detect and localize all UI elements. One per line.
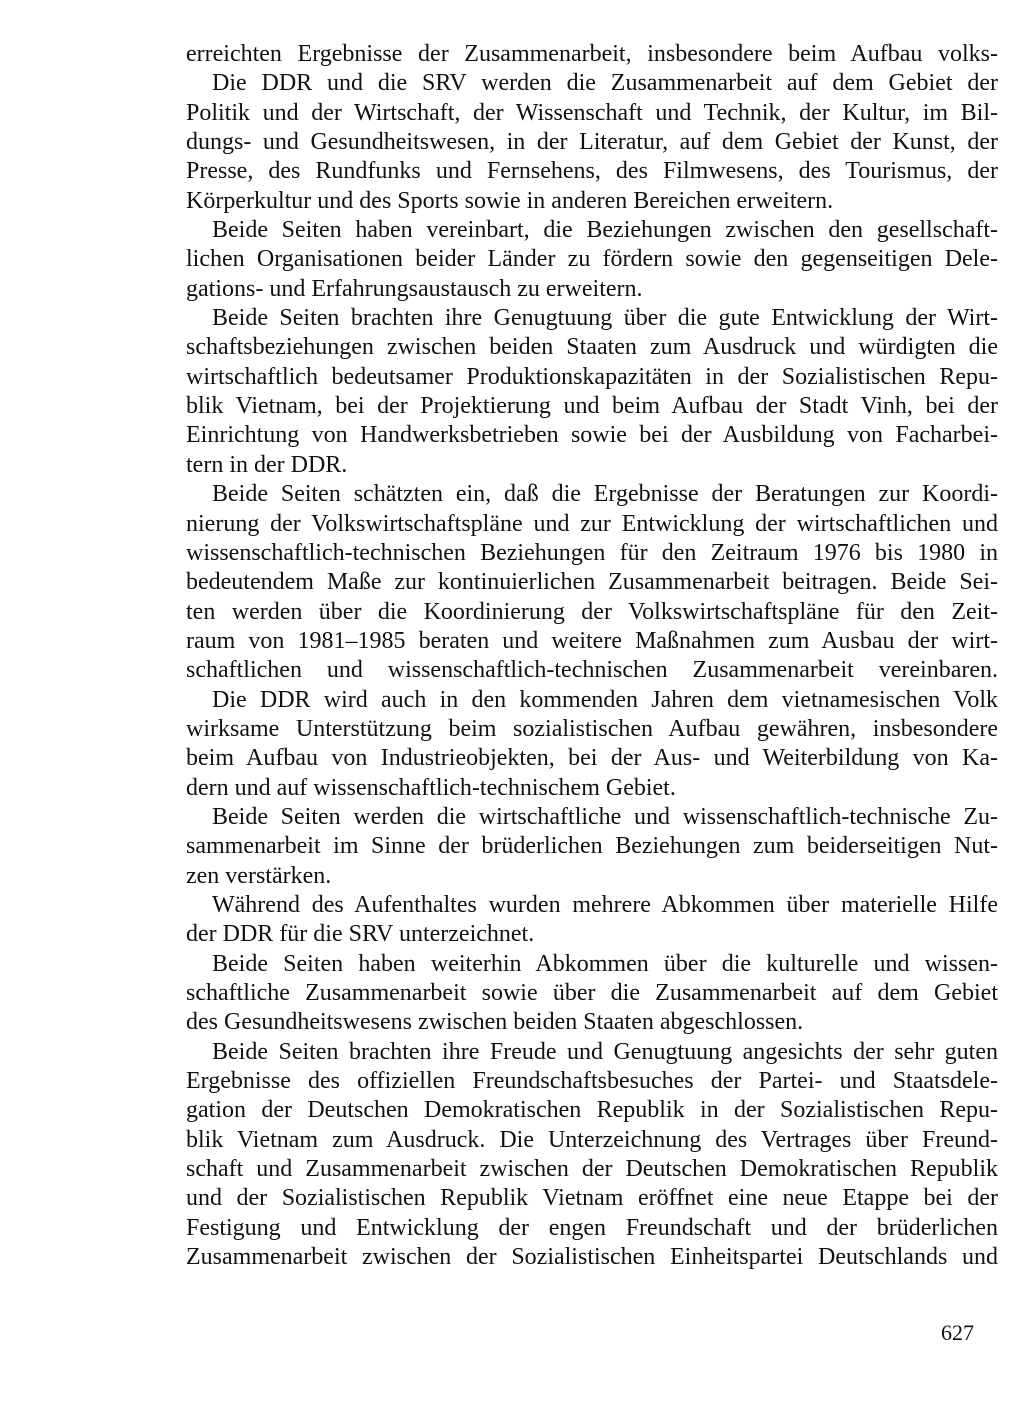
text-line: raum von 1981–1985 beraten und weitere Maßnahmen zum Ausbau der wirt- <box>186 627 998 654</box>
text-line: tern in der DDR. <box>186 451 348 478</box>
text-line: Presse, des Rundfunks und Fernsehens, des Filmwesens, des Tourismus, der <box>186 158 998 185</box>
text-line: Die DDR wird auch in den kommenden Jahren dem vietnamesischen Volk <box>212 686 998 713</box>
text-line: wirtschaftlich bedeutsamer Produktionskapazitäten in der Sozialistischen Repu- <box>186 363 998 390</box>
text-line: Politik und der Wirtschaft, der Wissenschaft und Technik, der Kultur, im Bil- <box>186 99 998 126</box>
text-line: wirksame Unterstützung beim sozialistischen Aufbau gewähren, insbesondere <box>186 715 998 742</box>
text-line: gation der Deutschen Demokratischen Republik in der Sozialistischen Repu- <box>186 1097 998 1124</box>
text-line: schaftlichen und wissenschaftlich-technischen Zusammenarbeit vereinbaren. <box>186 657 998 684</box>
text-line: Die DDR und die SRV werden die Zusammenarbeit auf dem Gebiet der <box>212 70 998 97</box>
text-line: zen verstärken. <box>186 862 332 889</box>
text-line: bedeutendem Maße zur kontinuierlichen Zusammenarbeit beitragen. Beide Sei- <box>186 569 998 596</box>
text-line: Beide Seiten haben vereinbart, die Beziehungen zwischen den gesellschaft- <box>212 217 998 244</box>
text-line: schaftliche Zusammenarbeit sowie über die Zusammenarbeit auf dem Gebiet <box>186 980 998 1006</box>
text-line: ten werden über die Koordinierung der Volkswirtschaftspläne für den Zeit- <box>186 598 998 625</box>
text-line: dern und auf wissenschaftlich-technischem Gebiet. <box>186 774 676 801</box>
text-line: blik Vietnam zum Ausdruck. Die Unterzeichnung des Vertrages über Freund- <box>186 1126 998 1153</box>
text-line: Während des Aufenthaltes wurden mehrere Abkommen über materielle Hilfe <box>212 891 998 918</box>
text-line: Beide Seiten schätzten ein, daß die Ergebnisse der Beratungen zur Koordi- <box>212 481 998 508</box>
text-line: Beide Seiten brachten ihre Freude und Genugtuung angesichts der sehr guten <box>212 1038 998 1065</box>
text-line: blik Vietnam, bei der Projektierung und beim Aufbau der Stadt Vinh, bei der <box>186 393 998 420</box>
text-line: Einrichtung von Handwerksbetrieben sowie bei der Ausbildung von Facharbei- <box>186 422 998 449</box>
text-line: lichen Organisationen beider Länder zu fördern sowie den gegenseitigen Dele- <box>186 246 998 273</box>
page-number: 627 <box>941 1320 974 1345</box>
text-line: gations- und Erfahrungsaustausch zu erweitern. <box>186 275 643 302</box>
text-line: Körperkultur und des Sports sowie in anderen Bereichen erweitern. <box>186 187 834 214</box>
text-line: nierung der Volkswirtschaftspläne und zur Entwicklung der wirtschaftlichen und <box>186 510 998 537</box>
text-line: erreichten Ergebnisse der Zusammenarbeit, insbesondere beim Aufbau volks- <box>186 41 998 67</box>
text-line: Ergebnisse des offiziellen Freundschaftsbesuches der Partei- und Staatsdele- <box>186 1068 998 1095</box>
body-text <box>186 40 998 1272</box>
text-line: beim Aufbau von Industrieobjekten, bei der Aus- und Weiterbildung von Ka- <box>186 745 998 772</box>
text-line: Beide Seiten haben weiterhin Abkommen über die kulturelle und wissen- <box>212 950 998 977</box>
text-line: Beide Seiten werden die wirtschaftliche und wissenschaftlich-technische Zu- <box>212 803 998 830</box>
text-line: wissenschaftlich-technischen Beziehungen für den Zeitraum 1976 bis 1980 in <box>186 539 998 566</box>
text-line: und der Sozialistischen Republik Vietnam eröffnet eine neue Etappe bei der <box>186 1185 998 1212</box>
text-line: des Gesundheitswesens zwischen beiden Staaten abgeschlossen. <box>186 1009 804 1036</box>
text-line: Beide Seiten brachten ihre Genugtuung über die gute Entwicklung der Wirt- <box>212 305 998 332</box>
text-line: dungs- und Gesundheitswesen, in der Literatur, auf dem Gebiet der Kunst, der <box>186 129 998 156</box>
text-line: schaft und Zusammenarbeit zwischen der Deutschen Demokratischen Republik <box>186 1156 998 1183</box>
text-line: Zusammenarbeit zwischen der Sozialistischen Einheitspartei Deutschlands und <box>186 1244 998 1271</box>
text-line: Festigung und Entwicklung der engen Freundschaft und der brüderlichen <box>186 1214 998 1241</box>
text-line: sammenarbeit im Sinne der brüderlichen Beziehungen zum beiderseitigen Nut- <box>186 833 998 860</box>
text-line: der DDR für die SRV unterzeichnet. <box>186 921 535 948</box>
text-line: schaftsbeziehungen zwischen beiden Staaten zum Ausdruck und würdigten die <box>186 334 998 361</box>
